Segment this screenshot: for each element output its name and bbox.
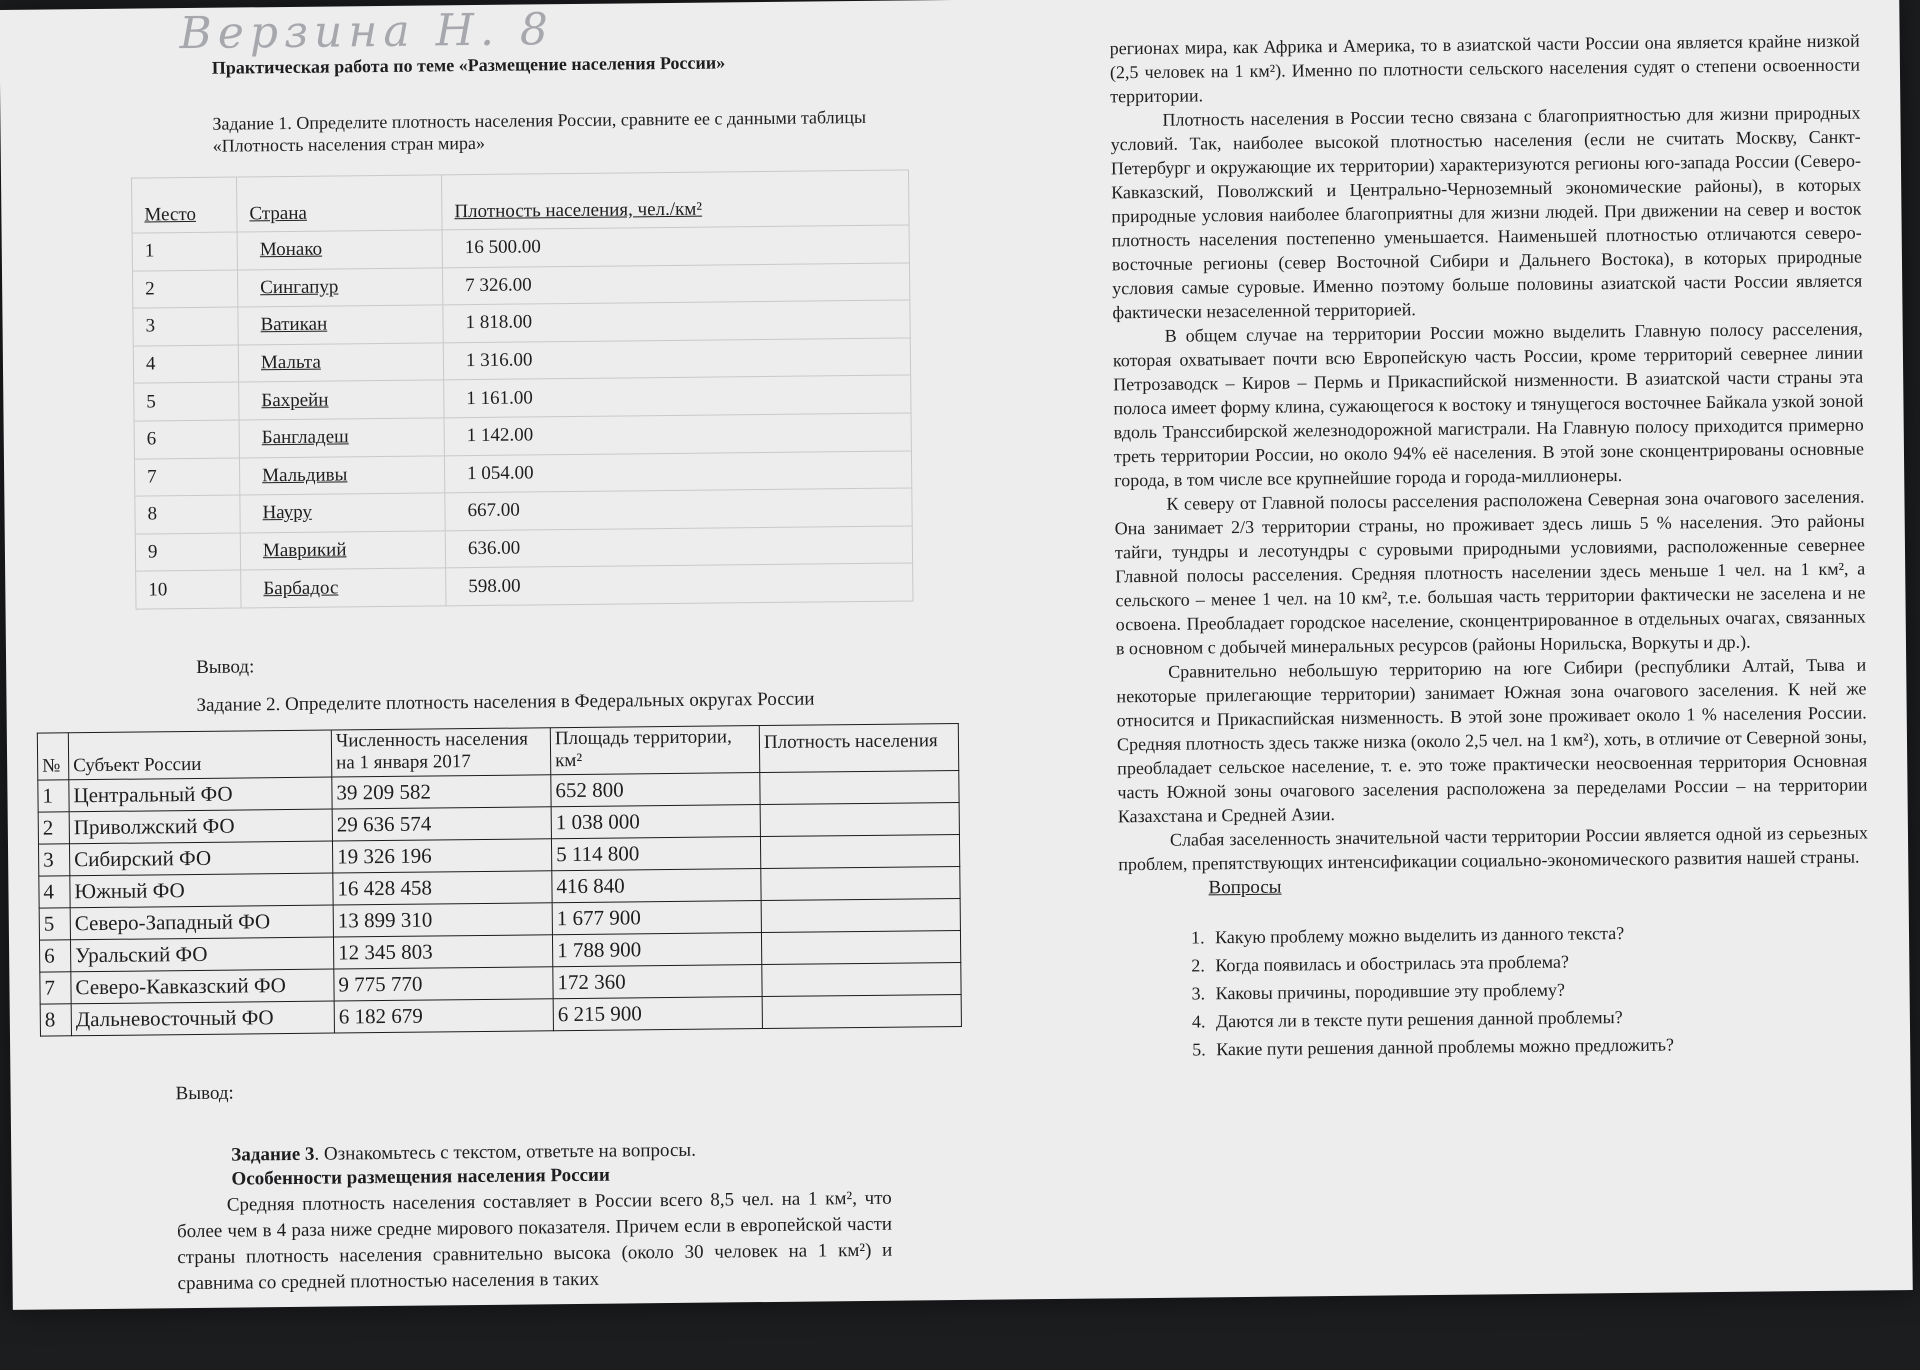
- cell-population: 9 775 770: [334, 967, 553, 1001]
- cell-density: 667.00: [445, 488, 912, 530]
- cell-density-empty[interactable]: [760, 770, 959, 804]
- cell-population: 12 345 803: [333, 935, 552, 969]
- cell-population: 39 209 582: [332, 775, 551, 809]
- cell-place: 3: [133, 307, 238, 346]
- question-item: 2. Когда появилась и обострилась эта проблема?: [1209, 944, 1869, 979]
- cell-subject: Южный ФО: [70, 873, 333, 908]
- header-area: Площадь территории, км²: [550, 726, 759, 775]
- cell-country: Ватикан: [238, 305, 443, 345]
- countries-density-table: [131, 169, 913, 609]
- header-density: Плотность населения: [759, 723, 958, 772]
- cell-subject: Приволжский ФО: [69, 809, 332, 844]
- cell-place: 4: [133, 345, 238, 384]
- task3-text: . Ознакомьтесь с текстом, ответьте на вопросы.: [314, 1139, 697, 1165]
- cell-country: Монако: [237, 230, 442, 270]
- cell-number: 7: [40, 972, 71, 1004]
- cell-population: 13 899 310: [333, 903, 552, 937]
- header-density: Плотность населения, чел./км²: [441, 170, 909, 230]
- federal-districts-table: [37, 723, 962, 1037]
- cell-number: 1: [38, 780, 69, 812]
- cell-place: 8: [135, 495, 240, 534]
- cell-number: 3: [38, 844, 69, 876]
- cell-country: Бангладеш: [239, 418, 444, 458]
- cell-area: 5 114 800: [551, 836, 760, 870]
- cell-area: 652 800: [551, 772, 760, 806]
- cell-number: 8: [40, 1004, 71, 1036]
- page-title: Практическая работа по теме «Размещение населения России»: [211, 52, 726, 78]
- cell-subject: Дальневосточный ФО: [71, 1001, 334, 1036]
- cell-number: 4: [39, 876, 70, 908]
- cell-density-empty[interactable]: [761, 866, 960, 900]
- cell-place: 9: [135, 533, 240, 572]
- task3-subtitle: Особенности размещения населения России: [231, 1164, 611, 1190]
- question-item: 4. Даются ли в тексте пути решения данной проблемы?: [1210, 1000, 1870, 1035]
- cell-number: 6: [39, 940, 70, 972]
- conclusion-label-2: Вывод:: [175, 1082, 234, 1105]
- left-column: [30, 4, 943, 1298]
- cell-population: 6 182 679: [334, 999, 553, 1033]
- cell-area: 6 215 900: [553, 996, 762, 1030]
- cell-area: 172 360: [553, 964, 762, 998]
- cell-subject: Сибирский ФО: [69, 841, 332, 876]
- cell-area: 1 038 000: [551, 804, 760, 838]
- header-population: Численность населения на 1 января 2017: [331, 728, 550, 777]
- right-column: [1110, 29, 1871, 1065]
- cell-density: 16 500.00: [442, 225, 909, 267]
- cell-population: 16 428 458: [333, 871, 552, 905]
- text-paragraph-0: регионах мира, как Африка и Америка, то в азиатской части России она является крайне низкой (2,5 человек на 1 км²). Именно по плотности сельского населения судят о степени освоенности территории.: [1109, 30, 1861, 107]
- cell-subject: Уральский ФО: [70, 937, 333, 972]
- cell-density: 1 161.00: [444, 375, 911, 417]
- task3-paragraph: Средняя плотность населения составляет в России всего 8,5 чел. на 1 км², что более чем в 4 раза ниже средне мирового показателя. Причем если в европейской части страны плотность населения сравнительно высока (около 30 человек на 1 км²) и сравнима со средней плотностью населения в таких: [176, 1187, 893, 1295]
- cell-country: Мальдивы: [239, 455, 444, 495]
- task1-text: Задание 1. Определите плотность населения России, сравните ее с данными таблицы «Плотность населения стран мира»: [212, 106, 867, 156]
- cell-density: 1 818.00: [443, 300, 910, 342]
- cell-density-empty[interactable]: [760, 802, 959, 836]
- cell-density: 636.00: [445, 526, 912, 568]
- cell-population: 29 636 574: [332, 807, 551, 841]
- cell-country: Барбадос: [241, 568, 446, 608]
- cell-area: 1 677 900: [552, 900, 761, 934]
- cell-density-empty[interactable]: [762, 994, 961, 1028]
- table-header-row: [132, 170, 910, 233]
- cell-density: 598.00: [446, 563, 913, 605]
- question-item: 5. Какие пути решения данной проблемы можно предложить?: [1210, 1028, 1870, 1063]
- cell-density-empty[interactable]: [761, 930, 960, 964]
- cell-country: Науру: [240, 493, 445, 533]
- text-paragraph-5: Слабая заселенность значительной части территории России является одной из серьезных проблем, препятствующих интенсификации социально-экономического развития нашей страны.: [1118, 822, 1869, 875]
- cell-place: 1: [132, 232, 237, 271]
- header-place: Место: [132, 177, 238, 233]
- cell-density-empty[interactable]: [761, 898, 960, 932]
- text-paragraph-3: К северу от Главной полосы расселения расположена Северная зона очагового заселения. Она занимает 2/3 территории страны, но проживает здесь лишь 5 % населения. Это районы тайги, тундры и лесотундры с суровыми природными условиями, расположенные севернее Главной полосы расселения. Средняя плотность населении здесь меньше 1 чел. на 1 км², а сельского – менее 1 чел. на 10 км², т.е. большая часть территории фактически не заселена и не освоена. Преобладает городское население, сконцентрированное в отдельных очагах, связанных в основном с добычей минеральных ресурсов (районы Норильска, Воркуты и др.).: [1114, 486, 1866, 659]
- handwritten-name: Верзина Н. 8: [179, 4, 555, 60]
- conclusion-label-1: Вывод:: [196, 656, 255, 678]
- questions-list: [1119, 916, 1870, 1064]
- cell-density: 1 054.00: [444, 451, 911, 493]
- cell-place: 2: [132, 270, 237, 309]
- cell-subject: Центральный ФО: [69, 777, 332, 812]
- cell-number: 5: [39, 908, 70, 940]
- cell-place: 6: [134, 420, 239, 459]
- cell-subject: Северо-Кавказский ФО: [71, 969, 334, 1004]
- cell-population: 19 326 196: [332, 839, 551, 873]
- task2-text: Задание 2. Определите плотность населения в Федеральных округах России: [196, 688, 815, 716]
- cell-subject: Северо-Западный ФО: [70, 905, 333, 940]
- table-row: [136, 563, 913, 609]
- cell-area: 416 840: [552, 868, 761, 902]
- question-item: 1. Какую проблему можно выделить из данного текста?: [1209, 916, 1869, 951]
- cell-place: 10: [136, 570, 241, 609]
- question-item: 3. Каковы причины, породившие эту проблему?: [1209, 972, 1869, 1007]
- cell-density: 7 326.00: [442, 263, 909, 305]
- cell-number: 2: [38, 812, 69, 844]
- cell-country: Маврикий: [240, 531, 445, 571]
- cell-area: 1 788 900: [552, 932, 761, 966]
- text-paragraph-1: Плотность населения в России тесно связана с благоприятностью для жизни природных условий. Так, наиболее высокой плотностью населения (если не считать Москву, Санкт-Петербург и окружающие их территории) характеризуются регионы юго-запада России (Северо-Кавказский, Поволжский и Центрально-Черноземный экономические районы), в которых природные условия наиболее благоприятны для жизни людей. При движении на север и восток плотность населения постепенно уменьшается. Наименьшей плотностью отличаются северо-восточные регионы (север Восточной Сибири и Дальнего Востока), в которых природные условия самые суровые. Именно поэтому больше половины азиатской части России является фактически незаселенной территорией.: [1110, 102, 1863, 323]
- cell-density: 1 142.00: [444, 413, 911, 455]
- task3-label: Задание 3: [231, 1143, 315, 1166]
- header-subject: Субъект России: [68, 730, 331, 780]
- cell-place: 7: [134, 458, 239, 497]
- cell-density-empty[interactable]: [762, 962, 961, 996]
- cell-place: 5: [134, 382, 239, 421]
- cell-density-empty[interactable]: [760, 834, 959, 868]
- text-paragraph-2: В общем случае на территории России можно выделить Главную полосу расселения, которая охватывает почти всю Европейскую часть России, кроме территорий севернее линии Петрозаводск – Киров – Пермь и Прикаспийской низменности. В азиатской части страны эта полоса имеет форму клина, сужающегося к востоку и тянущегося восточнее Байкала узкой зоной вдоль Транссибирской железнодорожной магистрали. На Главную полосу приходится примерно треть территории России, но около 94% её населения. В этой зоне сконцентрированы основные города, в том числе все крупнейшие города и города-миллионеры.: [1112, 318, 1865, 491]
- cell-density: 1 316.00: [443, 338, 910, 380]
- cell-country: Мальта: [238, 343, 443, 383]
- header-country: Страна: [237, 175, 443, 232]
- cell-country: Бахрейн: [239, 380, 444, 420]
- cell-country: Сингапур: [237, 267, 442, 307]
- header-number: №: [37, 733, 68, 780]
- questions-title: Вопросы: [1208, 876, 1282, 899]
- text-paragraph-4: Сравнительно небольшую территорию на юге Сибири (республики Алтай, Тыва и некоторые прилегающие территории) занимает Южная зона очагового заселения. К ней же относится и Прикаспийская низменность. В этой зоне проживает около 1 % населения России. Средняя плотность здесь также низка (около 2,5 чел. на 1 км²), хоть, в отличие от Северной зоны, преобладает сельское население, т. е. это тоже практически неосвоенная территория Основная часть Южной зоны очагового заселения расположена за переделами России – на территории Казахстана и Средней Азии.: [1116, 654, 1868, 827]
